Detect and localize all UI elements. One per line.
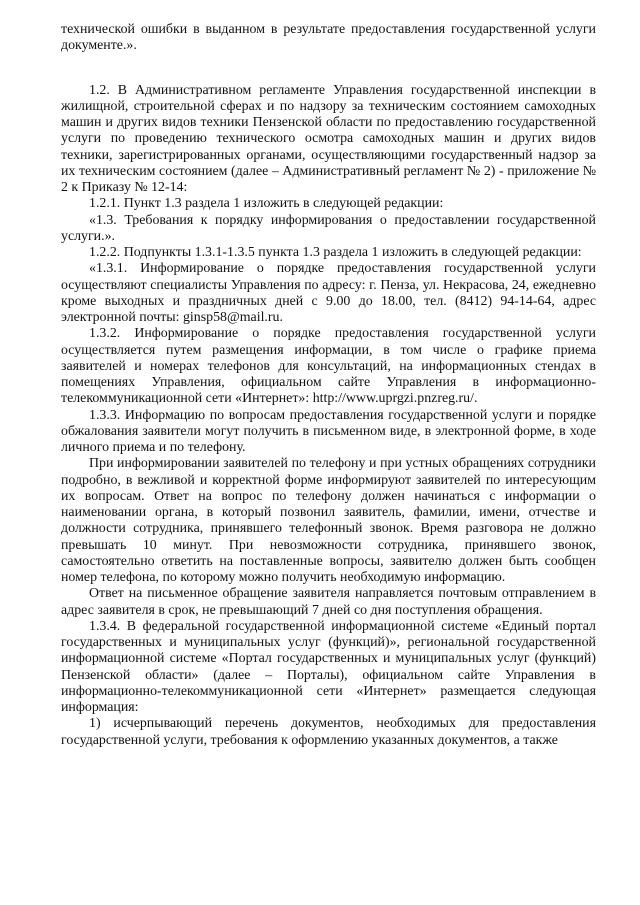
paragraph-6: «1.3.1. Информирование о порядке предоставления государственной услуги осуществляют специалисты Управления по адресу: г. Пенза, ул. Некрасова, 24, ежедневно кроме выходных и праздничных дней с 9.00 до 18.00, тел. (8412) 94-14-64, адрес электронной почты: ginsp58@mail.ru.: [61, 261, 596, 325]
paragraph-7: 1.3.2. Информирование о порядке предоставления государственной услуги осуществляется путем размещения информации, в том числе о графике приема заявителей и номерах телефонов для консультаций, на информационных стендах в помещениях Управления, официальном сайте Управления в информационно-телекоммуникационной сети «Интернет»: http://www.uprgzi.pnzreg.ru/.: [61, 326, 596, 407]
paragraph-gap: [61, 55, 596, 83]
paragraph-4: «1.3. Требования к порядку информирования о предоставлении государственной услуги.».: [61, 212, 596, 244]
paragraph-11: 1.3.4. В федеральной государственной информационной системе «Единый портал государственных и муниципальных услуг (функций)», региональной государственной информационной системе «Портал государственных и муниципальных услуг (функций) Пензенской области» (далее – Порталы), официальном сайте Управления в информационно-телекоммуникационной сети «Интернет» размещается следующая информация:: [61, 618, 596, 715]
paragraph-9: При информировании заявителей по телефону и при устных обращениях сотрудники подробно, в вежливой и корректной форме информируют заявителей по интересующим их вопросам. Ответ на вопрос по телефону должен начинаться с информации о наименовании органа, в который позвонил заявитель, фамилии, имени, отчестве и должности сотрудника, принявшего телефонный звонок. Время разговора не должно превышать 10 минут. При невозможности сотрудника, принявшего звонок, самостоятельно ответить на поставленные вопросы, заявителю должен быть сообщен номер телефона, по которому можно получить необходимую информацию.: [61, 456, 596, 585]
paragraph-2: 1.2. В Административном регламенте Управления государственной инспекции в жилищной, строительной сферах и по надзору за техническим состоянием самоходных машин и других видов техники Пензенской области по предоставлению государственной услуги по проведению технического осмотра самоходных машин и других видов техники, зарегистрированных органами, осуществляющими государственный надзор за их техническим состоянием (далее – Административный регламент № 2) - приложение № 2 к Приказу № 12-14:: [61, 82, 596, 195]
paragraph-1: технической ошибки в выданном в результате предоставления государственной услуги документе.».: [61, 22, 596, 54]
paragraph-8: 1.3.3. Информацию по вопросам предоставления государственной услуги и порядке обжалования заявители могут получить в письменном виде, в электронной форме, в ходе личного приема и по телефону.: [61, 407, 596, 455]
paragraph-12: 1) исчерпывающий перечень документов, необходимых для предоставления государственной услуги, требования к оформлению указанных документов, а также: [61, 716, 596, 748]
paragraph-10: Ответ на письменное обращение заявителя направляется почтовым отправлением в адрес заявителя в срок, не превышающий 7 дней со дня поступления обращения.: [61, 586, 596, 618]
paragraph-3: 1.2.1. Пункт 1.3 раздела 1 изложить в следующей редакции:: [89, 196, 444, 212]
paragraph-5: 1.2.2. Подпункты 1.3.1-1.3.5 пункта 1.3 раздела 1 изложить в следующей редакции:: [89, 245, 582, 260]
